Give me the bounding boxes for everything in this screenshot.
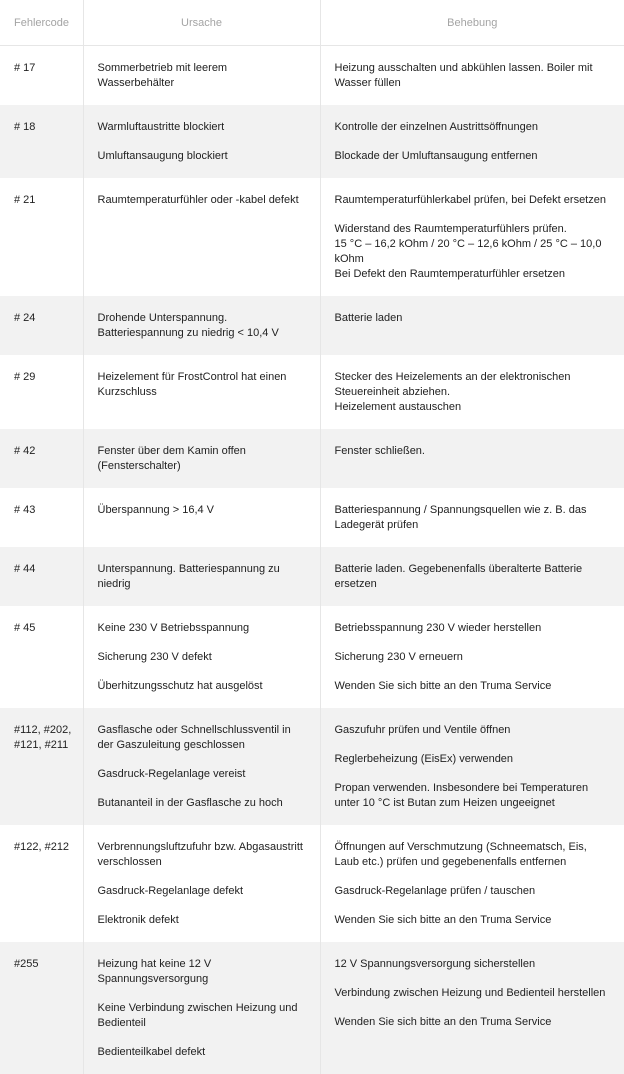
cause-text: Heizelement für FrostControl hat einen Kurzschluss (98, 370, 306, 400)
table-row (0, 296, 624, 355)
cause-cell (83, 105, 320, 178)
fix-text: Batteriespannung / Spannungsquellen wie z. B. das Ladegerät prüfen (335, 503, 611, 533)
fix-text: Heizung ausschalten und abkühlen lassen. Boiler mit Wasser füllen (335, 61, 611, 91)
cause-cell (83, 296, 320, 355)
fix-cell (320, 547, 624, 606)
cause-text: Fenster über dem Kamin offen (Fensterschalter) (98, 444, 306, 474)
table-row (0, 105, 624, 178)
fix-cell (320, 606, 624, 708)
cause-cell (83, 708, 320, 825)
column-header-fix: Behebung (320, 0, 624, 46)
fix-text: Widerstand des Raumtemperaturfühlers prüfen. (335, 222, 611, 237)
cause-text: Butananteil in der Gasflasche zu hoch (98, 796, 306, 811)
cause-cell (83, 429, 320, 488)
fix-text: Stecker des Heizelements an der elektronischen Steuereinheit abziehen. (335, 370, 611, 400)
cause-cell (83, 547, 320, 606)
error-code: # 42 (0, 429, 83, 488)
table-row (0, 708, 624, 825)
fix-cell (320, 46, 624, 106)
cause-cell (83, 488, 320, 547)
fix-text: Fenster schließen. (335, 444, 611, 459)
fix-text: Blockade der Umluftansaugung entfernen (335, 149, 611, 164)
cause-text: Gasflasche oder Schnellschlussventil in der Gaszuleitung geschlossen (98, 723, 306, 753)
fix-text: Kontrolle der einzelnen Austrittsöffnungen (335, 120, 611, 135)
fix-text: Bei Defekt den Raumtemperaturfühler ersetzen (335, 267, 611, 282)
error-code: # 21 (0, 178, 83, 296)
error-code: # 43 (0, 488, 83, 547)
cause-cell (83, 355, 320, 429)
table-row (0, 355, 624, 429)
fix-text: Sicherung 230 V erneuern (335, 650, 611, 665)
table-header (0, 0, 624, 46)
cause-text: Sommerbetrieb mit leerem Wasserbehälter (98, 61, 306, 91)
fix-cell (320, 825, 624, 942)
error-code: #122, #212 (0, 825, 83, 942)
error-code: # 29 (0, 355, 83, 429)
fix-cell (320, 429, 624, 488)
error-code: # 44 (0, 547, 83, 606)
table-row (0, 488, 624, 547)
cause-cell (83, 178, 320, 296)
cause-cell (83, 825, 320, 942)
table-row (0, 825, 624, 942)
column-header-code: Fehlercode (0, 0, 83, 46)
column-header-cause: Ursache (83, 0, 320, 46)
cause-text: Verbrennungsluftzufuhr bzw. Abgasaustritt verschlossen (98, 840, 306, 870)
fix-text: Heizelement austauschen (335, 400, 611, 415)
table-body (0, 46, 624, 1074)
cause-cell (83, 942, 320, 1074)
fix-text: Gaszufuhr prüfen und Ventile öffnen (335, 723, 611, 738)
cause-text: Umluftansaugung blockiert (98, 149, 306, 164)
cause-text: Warmluftaustritte blockiert (98, 120, 306, 135)
fix-text: Wenden Sie sich bitte an den Truma Service (335, 679, 611, 694)
fix-text: Propan verwenden. Insbesondere bei Temperaturen unter 10 °C ist Butan zum Heizen ungeeignet (335, 781, 611, 811)
table-row (0, 547, 624, 606)
cause-text: Überhitzungsschutz hat ausgelöst (98, 679, 306, 694)
error-code: # 17 (0, 46, 83, 106)
fix-text: 12 V Spannungsversorgung sicherstellen (335, 957, 611, 972)
cause-text: Sicherung 230 V defekt (98, 650, 306, 665)
cause-text: Heizung hat keine 12 V Spannungsversorgung (98, 957, 306, 987)
fix-text: Batterie laden (335, 311, 611, 326)
fix-text: Öffnungen auf Verschmutzung (Schneematsch, Eis, Laub etc.) prüfen und gegebenenfalls entfernen (335, 840, 611, 870)
table-row (0, 46, 624, 106)
error-code: # 18 (0, 105, 83, 178)
fix-text: Batterie laden. Gegebenenfalls überalterte Batterie ersetzen (335, 562, 611, 592)
table-row (0, 942, 624, 1074)
fix-text: Verbindung zwischen Heizung und Bedienteil herstellen (335, 986, 611, 1001)
fix-text: 15 °C – 16,2 kOhm / 20 °C – 12,6 kOhm / 25 °C – 10,0 kOhm (335, 237, 611, 267)
cause-text: Elektronik defekt (98, 913, 306, 928)
cause-text: Bedienteilkabel defekt (98, 1045, 306, 1060)
error-code: # 45 (0, 606, 83, 708)
fix-cell (320, 105, 624, 178)
fix-text: Gasdruck-Regelanlage prüfen / tauschen (335, 884, 611, 899)
fix-cell (320, 178, 624, 296)
fix-cell (320, 942, 624, 1074)
error-code: #255 (0, 942, 83, 1074)
table-row (0, 429, 624, 488)
cause-text: Überspannung > 16,4 V (98, 503, 306, 518)
fix-cell (320, 488, 624, 547)
error-code: # 24 (0, 296, 83, 355)
fix-text: Wenden Sie sich bitte an den Truma Service (335, 1015, 611, 1030)
cause-text: Gasdruck-Regelanlage defekt (98, 884, 306, 899)
table-row (0, 606, 624, 708)
cause-text: Keine 230 V Betriebsspannung (98, 621, 306, 636)
fix-cell (320, 708, 624, 825)
fix-cell (320, 296, 624, 355)
cause-text: Drohende Unterspannung. Batteriespannung zu niedrig < 10,4 V (98, 311, 306, 341)
fix-cell (320, 355, 624, 429)
cause-cell (83, 606, 320, 708)
table-row (0, 178, 624, 296)
fix-text: Raumtemperaturfühlerkabel prüfen, bei Defekt ersetzen (335, 193, 611, 208)
cause-text: Unterspannung. Batteriespannung zu niedrig (98, 562, 306, 592)
cause-text: Keine Verbindung zwischen Heizung und Bedienteil (98, 1001, 306, 1031)
cause-text: Gasdruck-Regelanlage vereist (98, 767, 306, 782)
cause-text: Raumtemperaturfühler oder -kabel defekt (98, 193, 306, 208)
fix-text: Betriebsspannung 230 V wieder herstellen (335, 621, 611, 636)
fix-text: Wenden Sie sich bitte an den Truma Service (335, 913, 611, 928)
error-code: #112, #202, #121, #211 (0, 708, 83, 825)
cause-cell (83, 46, 320, 106)
fix-text: Reglerbeheizung (EisEx) verwenden (335, 752, 611, 767)
